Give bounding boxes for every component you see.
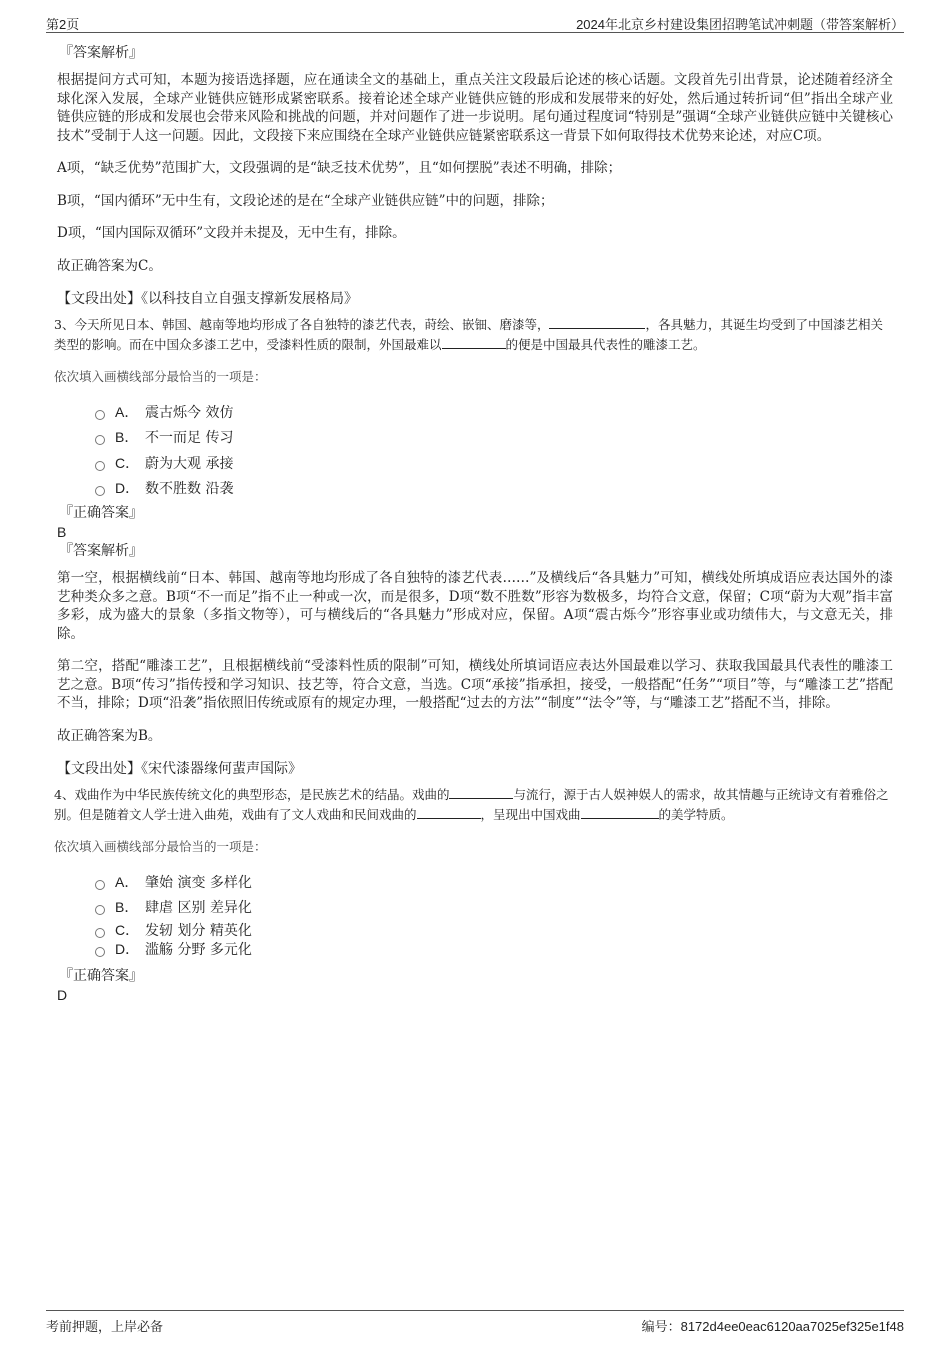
answer-blank (442, 336, 506, 349)
correct-answer-label: 『正确答案』 (59, 968, 143, 984)
option-b[interactable]: B． 肆虐 区别 差异化 (95, 895, 893, 921)
radio-icon[interactable] (95, 905, 105, 915)
analysis-label: 『答案解析』 (59, 543, 143, 559)
answer-blank (549, 316, 645, 329)
question-3-options (95, 399, 893, 501)
document-id: 编号：8172d4ee0eac6120aa7025ef325e1f48 (641, 1319, 904, 1334)
option-c[interactable]: C． 蔚为大观 承接 (95, 450, 893, 476)
question-4-options (95, 869, 893, 958)
question-4-stem: 4、戏曲作为中华民族传统文化的典型形态，是民族艺术的结晶。戏曲的 与流行，源于古人娱神娱人的需求，故其情趣与正统诗文有着雅俗之别。但是随着文人学士进入曲苑，戏曲有了文人戏曲和民间戏曲的 ，呈现出中国戏曲 的美学特质。 (54, 787, 889, 822)
analysis-paragraph: A项，“缺乏优势”范围扩大，文段强调的是“缺乏技术优势”，且“如何摆脱”表述不明确，排除； (57, 160, 622, 176)
page-footer (46, 1310, 904, 1333)
page-header (46, 12, 904, 33)
radio-icon[interactable] (95, 461, 105, 471)
correct-answer: B (57, 524, 67, 540)
radio-icon[interactable] (95, 486, 105, 496)
analysis-paragraph: 第一空，根据横线前“日本、韩国、越南等地均形成了各自独特的漆艺代表……”及横线后“各具魅力”可知，横线处所填成语应表达国外的漆艺种类众多之意。B项“不一而足”指不止一种或一次，而是很多，D项“数不胜数”形容为数极多，均符合文意，保留；C项“蔚为大观”指丰富多彩，成为盛大的景象（多指文物等），可与横线后的“各具魅力”形成对应，保留。A项“震古烁今”形容事业或功绩伟大，与文意无关，排除。 (57, 570, 893, 642)
question-3-stem: 3、今天所见日本、韩国、越南等地均形成了各自独特的漆艺代表，莳绘、嵌钿、磨漆等， ，各具魅力，其诞生均受到了中国漆艺相关类型的影响。而在中国众多漆工艺中，受漆料性质的限制，外国最难以 的便是中国最具代表性的雕漆工艺。 (54, 317, 883, 352)
option-a[interactable]: A． 肇始 演变 多样化 (95, 869, 893, 895)
radio-icon[interactable] (95, 880, 105, 890)
document-title: 2024年北京乡村建设集团招聘笔试冲刺题（带答案解析） (576, 17, 904, 32)
option-d[interactable]: D． 数不胜数 沿袭 (95, 476, 893, 502)
analysis-conclusion: 故正确答案为C。 (57, 257, 162, 274)
analysis-paragraph: 根据提问方式可知，本题为接语选择题，应在通读全文的基础上，重点关注文段最后论述的核心话题。文段首先引出背景，论述随着经济全球化深入发展，全球产业链供应链形成紧密联系。接着论述全球产业链供应链的形成和发展带来的好处，然后通过转折词“但”指出全球产业链供应链的形成和发展也会带来风险和挑战的问题，并对问题作了进一步说明。尾句通过程度词“特别是”强调“全球产业链供应链中关键核心技术”受制于人这一问题。因此，文段接下来应围绕在全球产业链供应链紧密联系这一背景下如何取得技术优势来论述，对应C项。 (57, 72, 893, 144)
radio-icon[interactable] (95, 410, 105, 420)
answer-blank (417, 806, 481, 819)
radio-icon[interactable] (95, 947, 105, 957)
radio-icon[interactable] (95, 435, 105, 445)
option-b[interactable]: B． 不一而足 传习 (95, 425, 893, 451)
page-number: 第2页 (46, 17, 80, 32)
option-a[interactable]: A． 震古烁今 效仿 (95, 399, 893, 425)
document-body (54, 43, 893, 1004)
source-citation: 【文段出处】《宋代漆器缘何蜚声国际》 (57, 761, 302, 777)
analysis-paragraph: 第二空，搭配“雕漆工艺”，且根据横线前“受漆料性质的限制”可知，横线处所填词语应表达外国最难以学习、获取我国最具代表性的雕漆工艺之意。B项“传习”指传授和学习知识、技艺等，符合文意，当选。C项“承接”指承担，接受，一般搭配“任务”“项目”等，与“雕漆工艺”搭配不当，排除；D项“沿袭”指依照旧传统或原有的规定办理，一般搭配“过去的方法”“制度”“法令”等，与“雕漆工艺”搭配不当，排除。 (57, 658, 893, 711)
question-4-prompt: 依次填入画横线部分最恰当的一项是： (54, 839, 267, 854)
source-citation: 【文段出处】《以科技自立自强支撑新发展格局》 (57, 291, 358, 307)
analysis-paragraph: D项，“国内国际双循环”文段并未提及，无中生有，排除。 (57, 225, 406, 241)
analysis-label: 『答案解析』 (59, 45, 143, 61)
correct-answer: D (57, 987, 68, 1003)
option-d[interactable]: D． 滥觞 分野 多元化 (95, 939, 893, 958)
question-3-prompt: 依次填入画横线部分最恰当的一项是： (54, 369, 267, 384)
answer-blank (449, 786, 513, 799)
footer-slogan: 考前押题，上岸必备 (46, 1319, 164, 1334)
radio-icon[interactable] (95, 928, 105, 938)
option-c[interactable]: C． 发轫 划分 精英化 (95, 920, 893, 939)
answer-blank (581, 806, 659, 819)
analysis-paragraph: B项，“国内循环”无中生有，文段论述的是在“全球产业链供应链”中的问题，排除； (57, 192, 554, 209)
analysis-conclusion: 故正确答案为B。 (57, 727, 162, 744)
correct-answer-label: 『正确答案』 (59, 505, 143, 521)
